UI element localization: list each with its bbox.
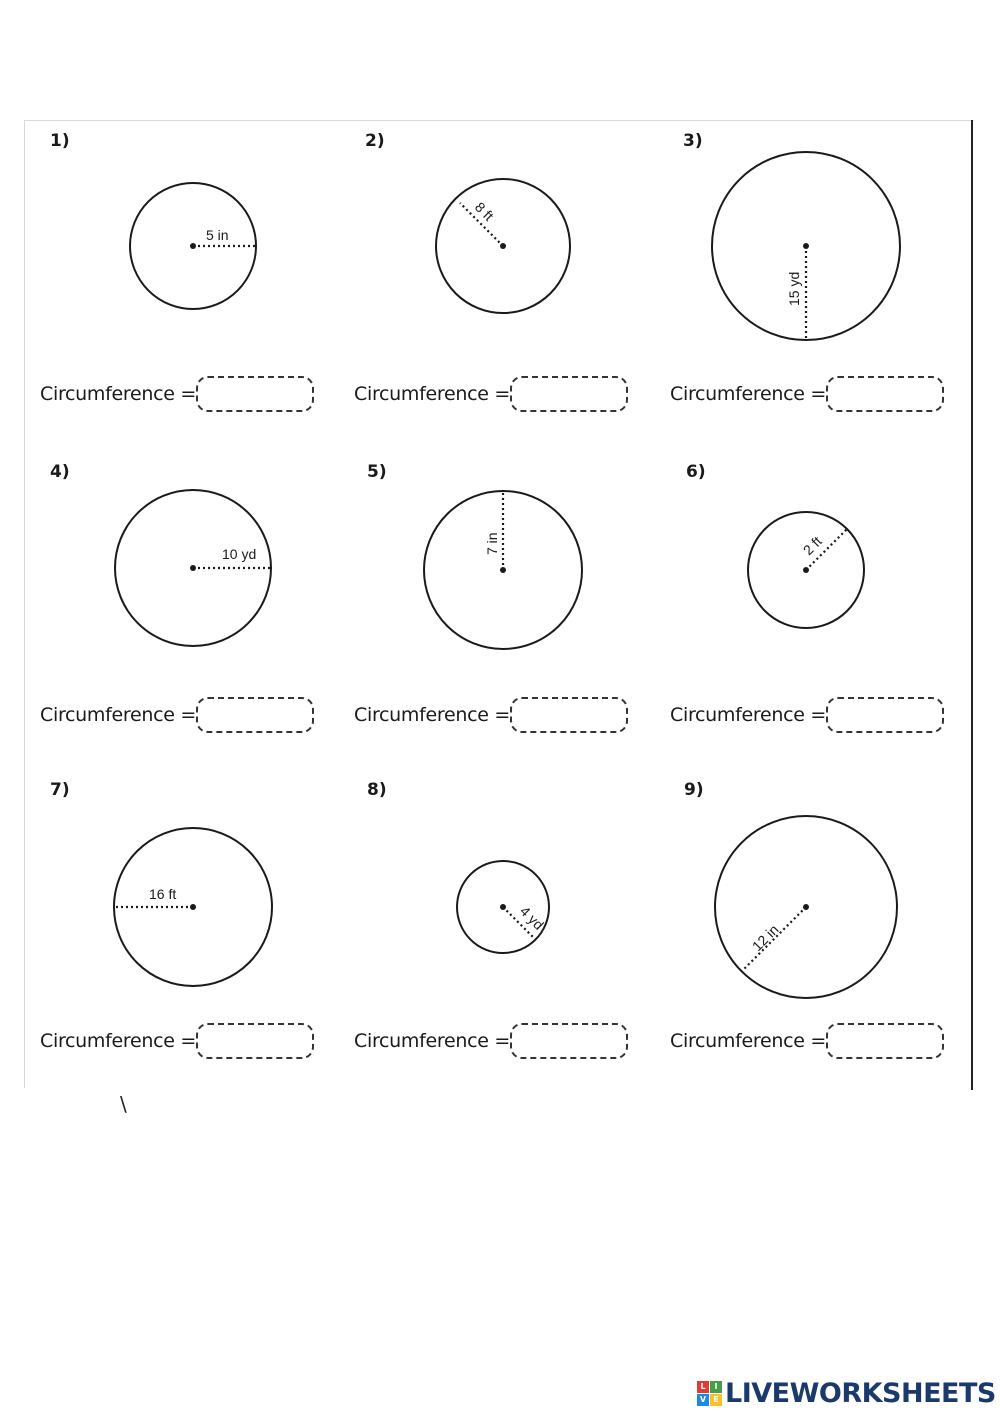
measure-label-8: 4 yd (516, 902, 547, 933)
answer-box-6[interactable] (826, 697, 944, 733)
center-dot-2 (500, 243, 506, 249)
circumference-label-4: Circumference = (40, 704, 197, 726)
logo-mark-e: E (710, 1394, 722, 1406)
logo-mark-i: I (710, 1381, 722, 1393)
measure-label-5: 7 in (484, 532, 500, 555)
problem-number-8: 8) (367, 780, 387, 800)
measure-label-4: 10 yd (222, 546, 257, 562)
circumference-label-8: Circumference = (354, 1030, 511, 1052)
answer-box-5[interactable] (510, 697, 628, 733)
center-dot-6 (803, 567, 809, 573)
measure-label-9: 12 in (748, 921, 782, 955)
logo-mark-v: V (697, 1394, 709, 1406)
problem-number-9: 9) (684, 780, 704, 800)
circumference-label-7: Circumference = (40, 1030, 197, 1052)
measure-label-3: 15 yd (786, 271, 802, 306)
liveworksheets-logo (697, 1377, 996, 1409)
problem-number-6: 6) (686, 462, 706, 482)
answer-box-8[interactable] (510, 1023, 628, 1059)
measure-label-2: 8 ft (471, 198, 497, 224)
center-dot-1 (190, 243, 196, 249)
problem-number-3: 3) (683, 131, 703, 151)
circumference-label-3: Circumference = (670, 383, 827, 405)
center-dot-3 (803, 243, 809, 249)
center-dot-8 (500, 904, 506, 910)
problem-number-2: 2) (365, 131, 385, 151)
circumference-label-2: Circumference = (354, 383, 511, 405)
measure-label-7: 16 ft (149, 886, 177, 902)
problem-number-1: 1) (50, 131, 70, 151)
logo-mark-l: L (697, 1381, 709, 1393)
center-dot-7 (190, 904, 196, 910)
answer-box-1[interactable] (196, 376, 314, 412)
stray-backslash-mark: \ (120, 1092, 127, 1116)
answer-box-2[interactable] (510, 376, 628, 412)
answer-box-9[interactable] (826, 1023, 944, 1059)
circumference-label-6: Circumference = (670, 704, 827, 726)
answer-box-7[interactable] (196, 1023, 314, 1059)
center-dot-9 (803, 904, 809, 910)
measure-label-6: 2 ft (799, 533, 825, 559)
measure-label-1: 5 in (206, 227, 229, 243)
logo-text: LIVEWORKSHEETS (725, 1377, 996, 1409)
liveworksheets-logo-icon (697, 1381, 722, 1406)
answer-box-4[interactable] (196, 697, 314, 733)
problem-number-7: 7) (50, 780, 70, 800)
circumference-label-9: Circumference = (670, 1030, 827, 1052)
center-dot-4 (190, 565, 196, 571)
answer-box-3[interactable] (826, 376, 944, 412)
circumference-label-5: Circumference = (354, 704, 511, 726)
center-dot-5 (500, 567, 506, 573)
problem-number-5: 5) (367, 462, 387, 482)
problem-number-4: 4) (50, 462, 70, 482)
circumference-label-1: Circumference = (40, 383, 197, 405)
